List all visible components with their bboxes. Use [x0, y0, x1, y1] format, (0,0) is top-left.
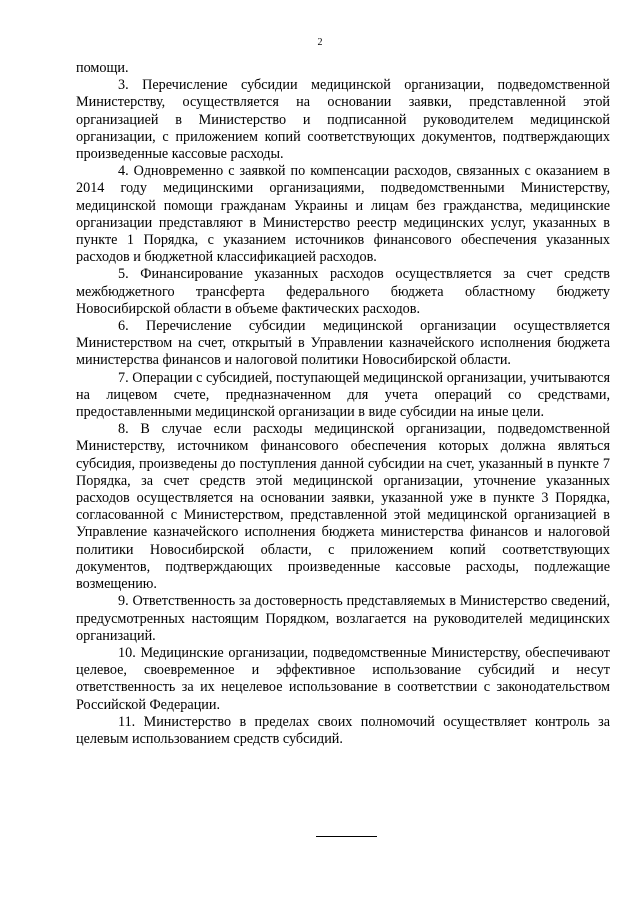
paragraph-continuation: помощи. — [76, 60, 129, 76]
paragraph-6: 6. Перечисление субсидии медицинской организации осуществляется Министерством на счет, открытый в Управлении казначейского исполнения бюджета министерства финансов и налоговой политики Новосибирской области. — [76, 318, 610, 369]
paragraph-4: 4. Одновременно с заявкой по компенсации расходов, связанных с оказанием в 2014 году медицинскими организациями, подведомственными Министерству, медицинской помощи гражданам Украины и лицам без гражданства, медицинские организации представляют в Министерство реестр медицинских услуг, указанных в пункте 1 Порядка, с указанием источников финансового обеспечения указанных расходов и бюджетной классификацией расходов. — [76, 163, 610, 266]
paragraph-10: 10. Медицинские организации, подведомственные Министерству, обеспечивают целевое, своевременное и эффективное использование субсидий и несут ответственность за их нецелевое использование в соответствии с законодательством Российской Федерации. — [76, 644, 610, 713]
paragraph-3: 3. Перечисление субсидии медицинской организации, подведомственной Министерству, осуществляется на основании заявки, представленной этой организацией в Министерство и подписанной руководителем медицинской организации, с приложением копий соответствующих документов, подтверждающих произведенные кассовые расходы. — [76, 77, 610, 163]
document-body — [76, 60, 610, 748]
paragraph-8: 8. В случае если расходы медицинской организации, подведомственной Министерству, источником финансового обеспечения которых должна являться субсидия, произведены до поступления данной субсидии на счет, указанный в пункте 7 Порядка, за счет средств этой медицинской организации, уточнение указанных расходов осуществляется на основании заявки, указанной уже в пункте 3 Порядка, согласованной с Министерством, представленной этой медицинской организацией в Управление казначейского исполнения бюджета министерства финансов и налоговой политики Новосибирской области, с приложением копий соответствующих документов, подтверждающих произведенные кассовые расходы, подлежащие возмещению. — [76, 421, 610, 593]
paragraph-5: 5. Финансирование указанных расходов осуществляется за счет средств межбюджетного трансферта федерального бюджета областному бюджету Новосибирской области в объеме фактических расходов. — [76, 266, 610, 317]
end-separator-line — [316, 836, 377, 837]
page-number: 2 — [317, 37, 323, 48]
paragraph-11: 11. Министерство в пределах своих полномочий осуществляет контроль за целевым использованием средств субсидий. — [76, 713, 610, 747]
paragraph-7: 7. Операции с субсидией, поступающей медицинской организации, учитываются на лицевом счете, предназначенном для учета операций со средствами, предоставленными медицинской организации в виде субсидии на иные цели. — [76, 369, 610, 421]
paragraph-9: 9. Ответственность за достоверность представляемых в Министерство сведений, предусмотренных настоящим Порядком, возлагается на руководителей медицинских организаций. — [76, 593, 610, 644]
